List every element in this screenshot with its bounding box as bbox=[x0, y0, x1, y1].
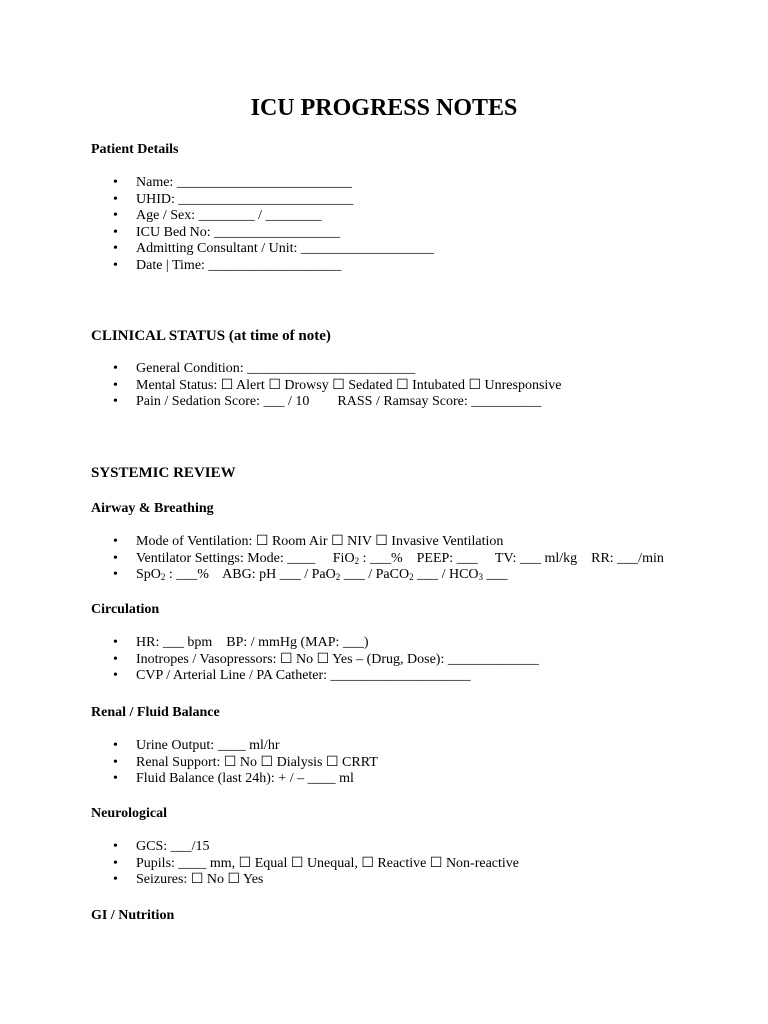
systemic-review-heading: SYSTEMIC REVIEW bbox=[91, 465, 236, 481]
spo2-abg-item: • SpO$_2$ : ___% ABG: pH ___ / PaO$_2$ ___ / PaCO$_2$ ___ / $HCO_3$ ___ bbox=[91, 567, 664, 584]
mental-status-item: • Mental Status: ☐ Alert ☐ Drowsy ☐ Sedated ☐ Intubated ☐ Unresponsive bbox=[91, 378, 562, 395]
gi-nutrition-heading: GI / Nutrition bbox=[91, 908, 175, 923]
circulation-heading: Circulation bbox=[91, 602, 160, 617]
renal-fluid-list bbox=[91, 738, 378, 788]
ventilator-settings-item: • Ventilator Settings: Mode: ____ FiO$_2$ : ___% PEEP: ___ TV: ___ ml/kg RR: ___/min bbox=[91, 551, 664, 568]
circulation-list bbox=[91, 635, 539, 685]
admitting-consultant-item: • Admitting Consultant / Unit: ___________________ bbox=[91, 241, 434, 258]
airway-breathing-list bbox=[91, 534, 664, 584]
airway-breathing-heading: Airway & Breathing bbox=[91, 501, 214, 516]
urine-output-item: • Urine Output: ____ ml/hr bbox=[91, 738, 378, 755]
neurological-heading: Neurological bbox=[91, 806, 167, 821]
clinical-status-heading: CLINICAL STATUS (at time of note) bbox=[91, 328, 331, 344]
clinical-status-list bbox=[91, 361, 562, 411]
patient-details-list bbox=[91, 175, 434, 275]
cvp-lines-item: • CVP / Arterial Line / PA Catheter: ____________________ bbox=[91, 668, 539, 685]
renal-fluid-heading: Renal / Fluid Balance bbox=[91, 705, 220, 720]
date-time-item: • Date | Time: ___________________ bbox=[91, 258, 434, 275]
pain-sedation-score-item: • Pain / Sedation Score: ___ / 10 RASS / Ramsay Score: __________ bbox=[91, 394, 562, 411]
patient-uhid-item: • UHID: _________________________ bbox=[91, 192, 434, 209]
patient-age-sex-item: • Age / Sex: ________ / ________ bbox=[91, 208, 434, 225]
patient-details-heading: Patient Details bbox=[91, 142, 179, 157]
patient-name-item: • Name: _________________________ bbox=[91, 175, 434, 192]
document-title: ICU PROGRESS NOTES bbox=[250, 95, 518, 121]
fluid-balance-item: • Fluid Balance (last 24h): + / – ____ ml bbox=[91, 771, 378, 788]
pupils-item: • Pupils: ____ mm, ☐ Equal ☐ Unequal, ☐ Reactive ☐ Non-reactive bbox=[91, 856, 519, 873]
seizures-item: • Seizures: ☐ No ☐ Yes bbox=[91, 872, 519, 889]
patient-bed-no-item: • ICU Bed No: __________________ bbox=[91, 225, 434, 242]
neurological-list bbox=[91, 839, 519, 889]
hr-bp-item: • HR: ___ bpm BP: / mmHg (MAP: ___) bbox=[91, 635, 539, 652]
ventilation-mode-item: • Mode of Ventilation: ☐ Room Air ☐ NIV ☐ Invasive Ventilation bbox=[91, 534, 664, 551]
gcs-item: • GCS: ___/15 bbox=[91, 839, 519, 856]
inotropes-item: • Inotropes / Vasopressors: ☐ No ☐ Yes – (Drug, Dose): _____________ bbox=[91, 652, 539, 669]
renal-support-item: • Renal Support: ☐ No ☐ Dialysis ☐ CRRT bbox=[91, 755, 378, 772]
general-condition-item: • General Condition: ________________________ bbox=[91, 361, 562, 378]
